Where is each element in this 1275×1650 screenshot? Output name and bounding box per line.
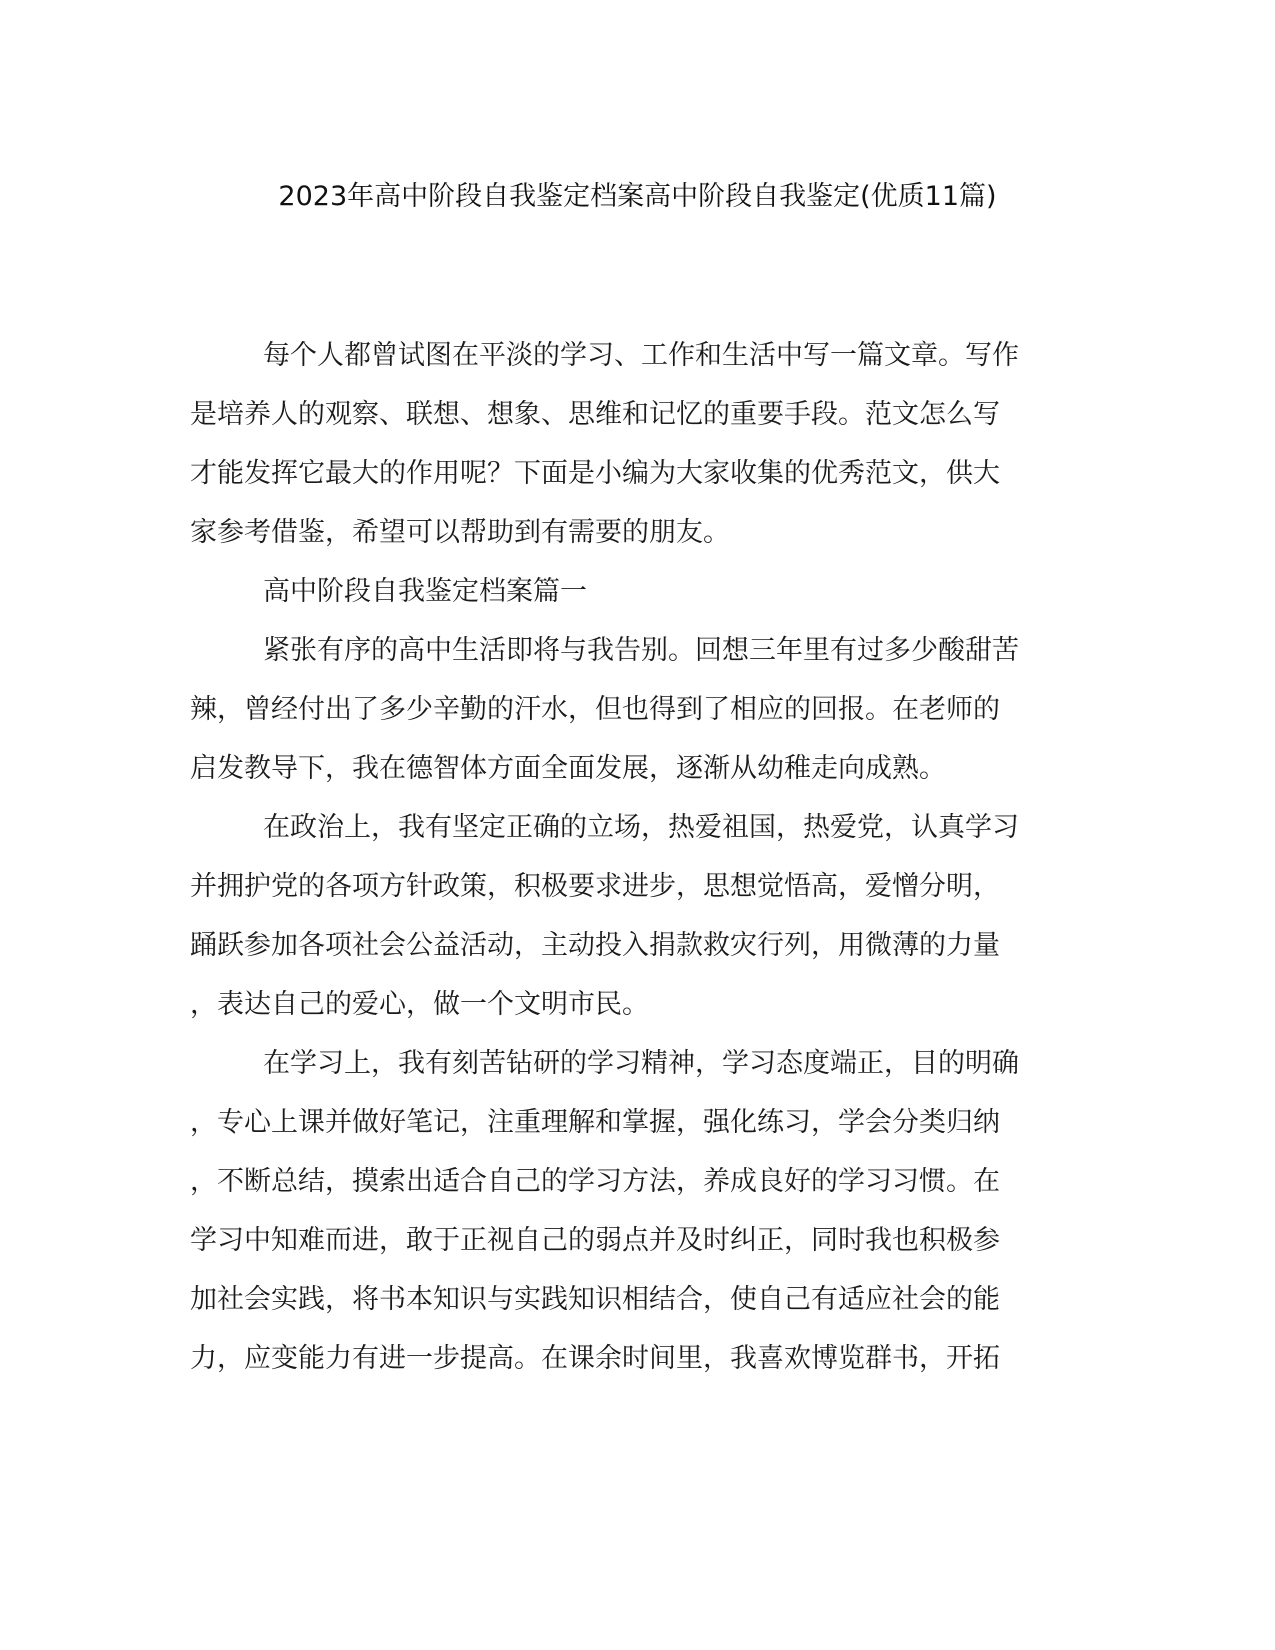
text-line: 启发教导下，我在德智体方面全面发展，逐渐从幼稚走向成熟。 [190,753,946,784]
document-title: 2023年高中阶段自我鉴定档案高中阶段自我鉴定(优质11篇) [278,181,997,212]
text-line: 踊跃参加各项社会公益活动，主动投入捐款救灾行列，用微薄的力量 [190,930,1000,961]
text-line: 在政治上，我有坚定正确的立场，热爱祖国，热爱党，认真学习 [263,812,1019,843]
body-paragraph [190,1034,1080,1388]
text-line: 紧张有序的高中生活即将与我告别。回想三年里有过多少酸甜苦 [263,635,1019,666]
text-line: 并拥护党的各项方针政策，积极要求进步，思想觉悟高，爱憎分明， [190,871,1000,902]
body-paragraph [190,798,1080,1034]
text-line: ，表达自己的爱心，做一个文明市民。 [190,989,649,1020]
text-line: 家参考借鉴，希望可以帮助到有需要的朋友。 [190,517,730,548]
text-line: 加社会实践，将书本知识与实践知识相结合，使自己有适应社会的能 [190,1284,1000,1315]
text-line: 在学习上，我有刻苦钻研的学习精神，学习态度端正，目的明确 [263,1048,1019,1079]
body-paragraph [190,621,1080,798]
document-body [190,326,1080,1388]
text-line: 是培养人的观察、联想、想象、思维和记忆的重要手段。范文怎么写 [190,399,1000,430]
text-line: 学习中知难而进，敢于正视自己的弱点并及时纠正，同时我也积极参 [190,1225,1000,1256]
text-line: 才能发挥它最大的作用呢？下面是小编为大家收集的优秀范文，供大 [190,458,1000,489]
text-line: 每个人都曾试图在平淡的学习、工作和生活中写一篇文章。写作 [263,340,1019,371]
text-line: ，专心上课并做好笔记，注重理解和掌握，强化练习，学会分类归纳 [190,1107,1000,1138]
text-line: 力，应变能力有进一步提高。在课余时间里，我喜欢博览群书，开拓 [190,1343,1000,1374]
text-line: 辣，曾经付出了多少辛勤的汗水，但也得到了相应的回报。在老师的 [190,694,1000,725]
section-heading-text: 高中阶段自我鉴定档案篇一 [263,576,587,607]
section-heading [190,562,1080,621]
intro-paragraph [190,326,1080,562]
text-line: ，不断总结，摸索出适合自己的学习方法，养成良好的学习习惯。在 [190,1166,1000,1197]
